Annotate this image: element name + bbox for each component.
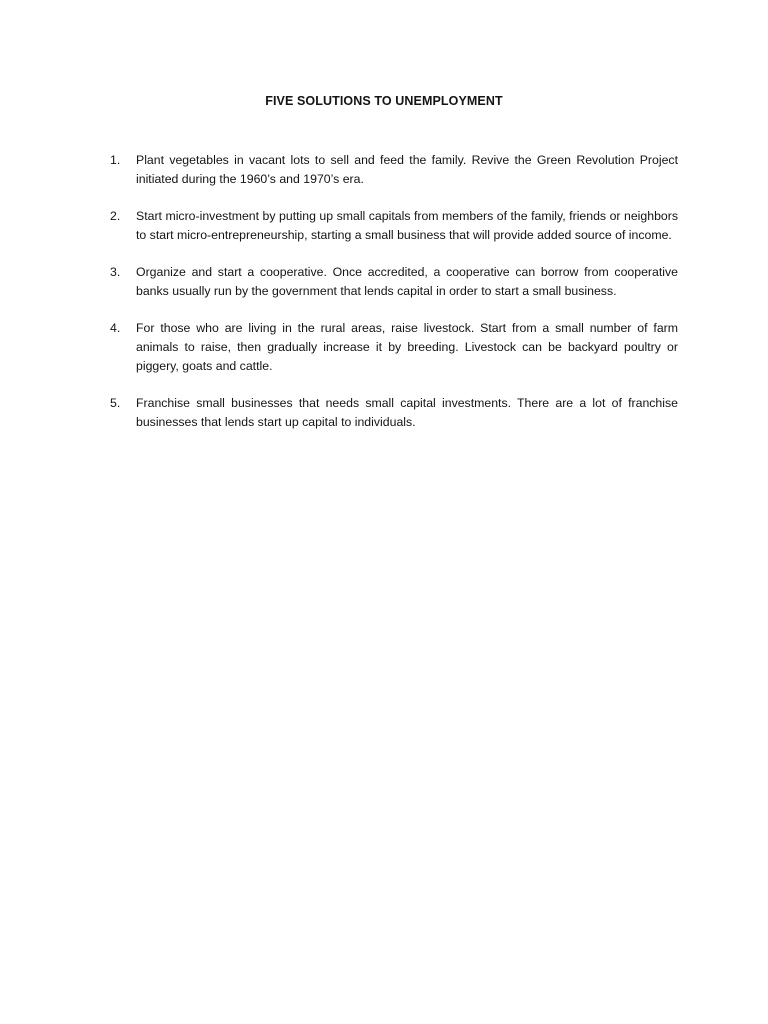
item-text: Start micro-investment by putting up small capitals from members of the family, friends or neighbors to start micro-entrepreneurship, starting a small business that will provide added source of income.	[136, 209, 678, 242]
item-number: 2.	[110, 209, 121, 223]
list-item	[110, 394, 678, 432]
item-text: Plant vegetables in vacant lots to sell and feed the family. Revive the Green Revolution Project initiated during the 1960’s and 1970’s era.	[136, 153, 678, 186]
item-number: 3.	[110, 265, 121, 279]
item-number: 5.	[110, 396, 121, 410]
document-title: FIVE SOLUTIONS TO UNEMPLOYMENT	[265, 94, 503, 108]
list-item	[110, 207, 678, 245]
list-item	[110, 263, 678, 301]
item-number: 1.	[110, 153, 121, 167]
solutions-list	[110, 151, 678, 450]
list-item	[110, 319, 678, 376]
item-text: Organize and start a cooperative. Once accredited, a cooperative can borrow from cooperative banks usually run by the government that lends capital in order to start a small business.	[136, 265, 678, 298]
list-item	[110, 151, 678, 189]
item-text: Franchise small businesses that needs small capital investments. There are a lot of franchise businesses that lends start up capital to individuals.	[136, 396, 678, 429]
item-text: For those who are living in the rural areas, raise livestock. Start from a small number of farm animals to raise, then gradually increase it by breeding. Livestock can be backyard poultry or piggery, goats and cattle.	[136, 321, 678, 373]
item-number: 4.	[110, 321, 121, 335]
